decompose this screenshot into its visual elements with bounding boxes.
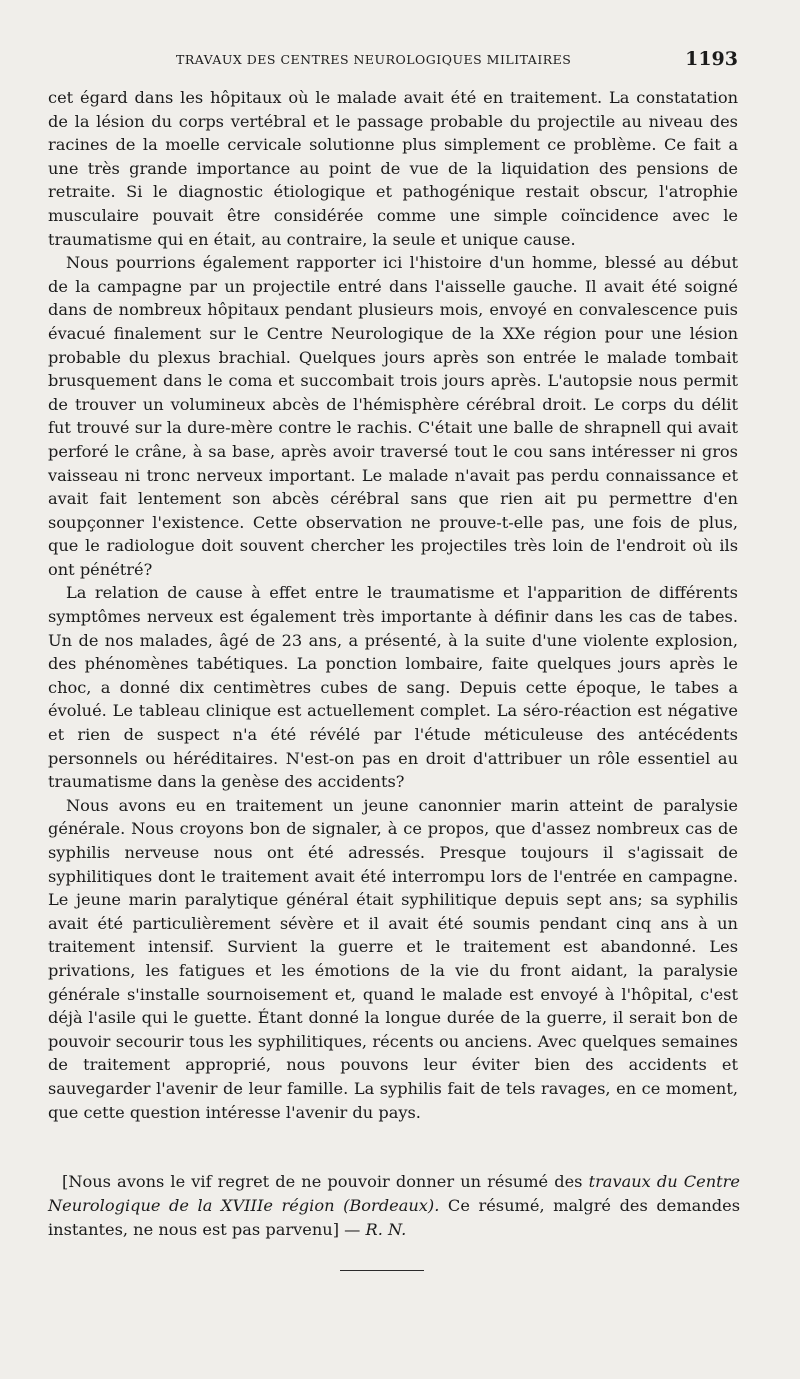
- paragraph: Nous avons eu en traitement un jeune canonnier marin atteint de paralysie générale. Nous croyons bon de signaler, à ce propos, que d'assez nombreux cas de syphilis nerveuse nous ont été adressés. Presque toujours il s'agissait de syphilitiques dont le traitement avait été interrompu lors de l'entrée en campagne. Le jeune marin paralytique général était syphilitique depuis sept ans; sa syphilis avait été particulièrement sévère et il avait été soumis pendant cinq ans à un traitement intensif. Survient la guerre et le traitement est abandonné. Les privations, les fatigues et les émotions de la vie du front aidant, la paralysie générale s'installe sournoisement et, quand le malade est envoyé à l'hôpital, c'est déjà l'asile qui le guette. Étant donné la longue durée de la guerre, il serait bon de pouvoir secourir tous les syphilitiques, récents ou anciens. Avec quelques semaines de traitement approprié, nous pouvons leur éviter bien des accidents et sauvegarder l'avenir de leur famille. La syphilis fait de tels ravages, en ce moment, que cette question intéresse l'avenir du pays.: [48, 795, 738, 1122]
- note-text-end: Ce résumé, malgré des demandes instantes, ne nous est pas parvenu] —: [48, 1196, 740, 1239]
- note-italic-title: travaux du Centre Neurologique de la XVIIIe région (Bordeaux).: [48, 1172, 740, 1215]
- page-header: [48, 48, 738, 72]
- note-signature: R. N.: [365, 1220, 407, 1239]
- editor-note: [48, 1170, 740, 1242]
- body-text: [48, 86, 738, 1124]
- note-text-start: [Nous avons le vif regret de ne pouvoir donner un résumé des: [62, 1172, 589, 1191]
- running-title: TRAVAUX DES CENTRES NEUROLOGIQUES MILITAIRES: [176, 52, 572, 67]
- closing-rule: [340, 1270, 424, 1271]
- page-number: 1193: [685, 48, 738, 70]
- paragraph: La relation de cause à effet entre le traumatisme et l'apparition de différents symptômes nerveux est également très importante à définir dans les cas de tabes. Un de nos malades, âgé de 23 ans, a présenté, à la suite d'une violente explosion, des phénomènes tabétiques. La ponction lombaire, faite quelques jours après le choc, a donné dix centimètres cubes de sang. Depuis cette époque, le tabes a évolué. Le tableau clinique est actuellement complet. La séro-réaction est négative et rien de suspect n'a été révélé par l'étude méticuleuse des antécédents personnels ou héréditaires. N'est-on pas en droit d'attribuer un rôle essentiel au traumatisme dans la genèse des accidents?: [48, 583, 738, 792]
- editor-note-paragraph: [48, 1170, 740, 1242]
- paragraph: Nous pourrions également rapporter ici l'histoire d'un homme, blessé au début de la campagne par un projectile entré dans l'aisselle gauche. Il avait été soigné dans de nombreux hôpitaux pendant plusieurs mois, envoyé en convalescence puis évacué finalement sur le Centre Neurologique de la XXe région pour une lésion probable du plexus brachial. Quelques jours après son entrée le malade tombait brusquement dans le coma et succombait trois jours après. L'autopsie nous permit de trouver un volumineux abcès de l'hémisphère cérébral droit. Le corps du délit fut trouvé sur la dure-mère contre le rachis. C'était une balle de shrapnell qui avait perforé le crâne, à sa base, après avoir traversé tout le cou sans intéresser ni gros vaisseau ni tronc nerveux important. Le malade n'avait pas perdu connaissance et avait fait lentement son abcès cérébral sans que rien ait pu permettre d'en soupçonner l'existence. Cette observation ne prouve-t-elle pas, une fois de plus, que le radiologue doit souvent chercher les projectiles très loin de l'endroit où ils ont pénétré?: [48, 253, 738, 579]
- paragraph: cet égard dans les hôpitaux où le malade avait été en traitement. La constatation de la lésion du corps vertébral et le passage probable du projectile au niveau des racines de la moelle cervicale solutionne plus simplement ce problème. Ce fait a une très grande importance au point de vue de la liquidation des pensions de retraite. Si le diagnostic étiologique et pathogénique restait obscur, l'atrophie musculaire pouvait être considérée comme une simple coïncidence avec le traumatisme qui en était, au contraire, la seule et unique cause.: [48, 88, 738, 249]
